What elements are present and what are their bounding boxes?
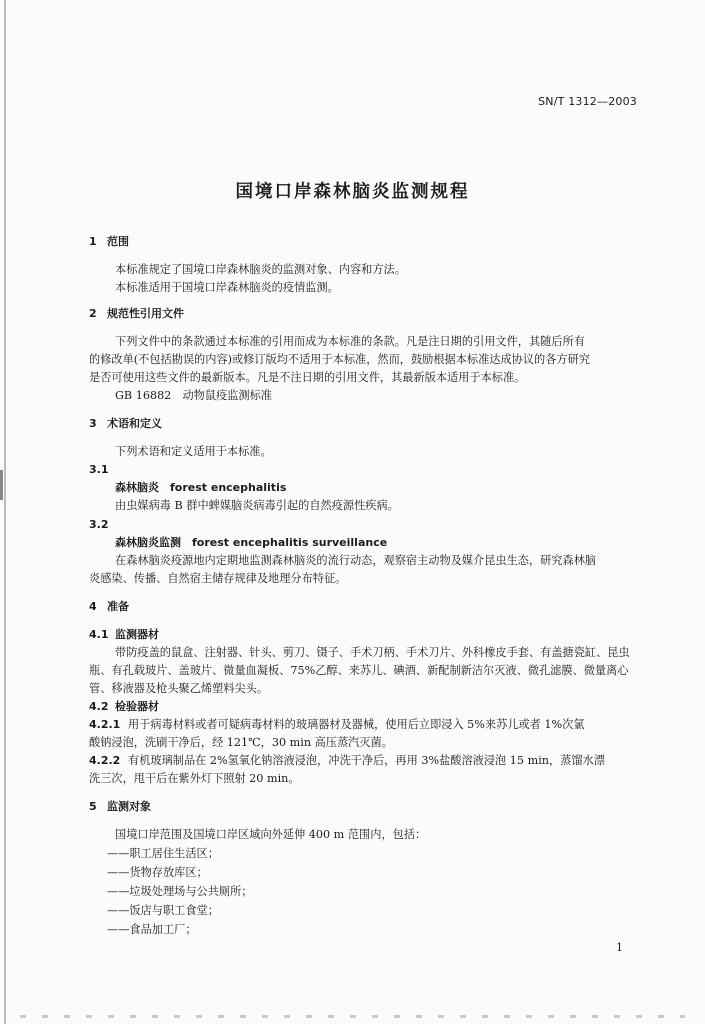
section-4-2-heading: 检验器材 (115, 700, 159, 713)
scan-edge-mark (0, 470, 3, 500)
section-2-number: 2 (89, 307, 97, 320)
term-3-2-title: 森林脑炎监测 forest encephalitis surveillance (115, 536, 388, 549)
section-1-para-2: 本标准适用于国境口岸森林脑炎的疫情监测。 (115, 281, 339, 294)
term-3-2-line-2: 炎感染、传播、自然宿主储存规律及地理分布特征。 (89, 572, 347, 585)
list-item: ——食品加工厂； (107, 923, 197, 936)
term-3-1-definition: 由虫媒病毒 B 群中蜱媒脑炎病毒引起的自然疫源性疾病。 (115, 499, 399, 512)
term-3-2-number: 3.2 (89, 518, 109, 531)
section-2-heading: 规范性引用文件 (107, 307, 184, 320)
section-4-2-number: 4.2 (89, 700, 109, 713)
section-2-line-3: 是否可使用这些文件的最新版本。凡是不注日期的引用文件，其最新版本适用于本标准。 (89, 371, 526, 384)
section-1-heading: 范围 (107, 235, 129, 248)
section-3-heading: 术语和定义 (107, 417, 162, 430)
term-3-1-number: 3.1 (89, 463, 109, 476)
standard-code: SN/T 1312—2003 (538, 95, 637, 108)
list-item: ——职工居住生活区； (107, 847, 219, 860)
section-4-2-1-line-2: 酸钠浸泡，洗刷干净后，经 121℃，30 min 高压蒸汽灭菌。 (89, 736, 393, 749)
document-title: 国境口岸森林脑炎监测规程 (235, 182, 470, 202)
term-3-1-title: 森林脑炎 forest encephalitis (115, 481, 287, 494)
list-item: ——垃圾处理场与公共厕所； (107, 885, 253, 898)
list-item: ——货物存放库区； (107, 866, 208, 879)
page-number: 1 (616, 941, 623, 954)
section-2-line-2: 的修改单(不包括勘误的内容)或修订版均不适用于本标准，然而，鼓励根据本标准达成协议的各方研究 (89, 353, 590, 366)
term-3-2-line-1: 在森林脑炎疫源地内定期地监测森林脑炎的流行动态，观察宿主动物及媒介昆虫生态，研究森林脑 (115, 554, 597, 567)
section-5-intro: 国境口岸范围及国境口岸区域向外延伸 400 m 范围内，包括： (115, 828, 427, 841)
scan-edge-line (4, 0, 6, 1024)
section-4-1-line-1: 带防疫盖的鼠盒、注射器、针头、剪刀、镊子、手术刀柄、手术刀片、外科橡皮手套、有盖搪瓷缸、昆虫 (115, 646, 630, 659)
section-4-1-line-2: 瓶、有孔载玻片、盖玻片、微量血凝板、75%乙醇、来苏儿、碘酒、新配制新洁尔灭液、微孔滤膜、微量离心 (89, 664, 629, 677)
section-4-1-line-3: 管、移液器及枪头聚乙烯塑料尖头。 (89, 682, 269, 695)
section-1-number: 1 (89, 235, 97, 248)
list-item: ——饭店与职工食堂； (107, 904, 219, 917)
section-4-2-1-line-1: 用于病毒材料或者可疑病毒材料的玻璃器材及器械，使用后立即浸入 5%来苏儿或者 1%次氯 (128, 718, 585, 731)
scan-bottom-noise (20, 1015, 685, 1018)
section-4-2-2-number: 4.2.2 (89, 754, 121, 767)
section-5-number: 5 (89, 800, 97, 813)
section-3-intro: 下列术语和定义适用于本标准。 (115, 445, 272, 458)
section-2-reference: GB 16882 动物鼠疫监测标准 (115, 389, 272, 402)
section-4-heading: 准备 (107, 600, 129, 613)
section-4-number: 4 (89, 600, 97, 613)
section-4-1-heading: 监测器材 (115, 628, 159, 641)
section-1-para-1: 本标准规定了国境口岸森林脑炎的监测对象、内容和方法。 (115, 263, 406, 276)
section-4-1-number: 4.1 (89, 628, 109, 641)
section-2-line-1: 下列文件中的条款通过本标准的引用而成为本标准的条款。凡是注日期的引用文件，其随后所有 (115, 335, 585, 348)
section-4-2-2-line-2: 洗三次，甩干后在紫外灯下照射 20 min。 (89, 772, 300, 785)
section-4-2-2-line-1: 有机玻璃制品在 2%氢氧化钠溶液浸泡，冲洗干净后，再用 3%盐酸溶液浸泡 15 min，蒸馏水漂 (128, 754, 605, 767)
section-5-heading: 监测对象 (107, 800, 151, 813)
section-3-number: 3 (89, 417, 97, 430)
section-4-2-1-number: 4.2.1 (89, 718, 121, 731)
